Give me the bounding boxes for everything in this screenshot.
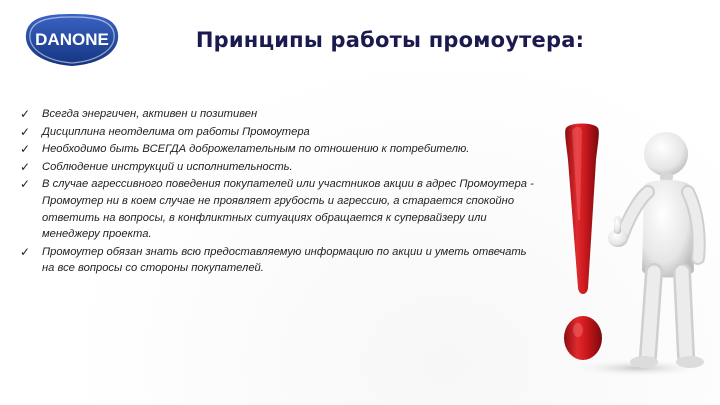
logo-text: DANONE [35, 30, 109, 49]
bullet-text: Необходимо быть ВСЕГДА доброжелательным по отношению к потребителю. [42, 143, 470, 156]
page-title: Принципы работы промоутера: [195, 28, 585, 52]
person-thumbs-up-icon [608, 132, 704, 368]
bullet-item [20, 244, 540, 277]
bullet-item [20, 141, 540, 158]
bullet-list-container [20, 106, 540, 278]
check-icon: ✓ [20, 159, 31, 174]
check-icon: ✓ [20, 124, 31, 139]
bullet-text: Дисциплина неотделима от работы Промоутера [42, 125, 310, 138]
bullet-item [20, 176, 540, 242]
bullet-text: Всегда энергичен, активен и позитивен [42, 108, 258, 120]
check-icon: ✓ [20, 177, 31, 192]
check-icon: ✓ [20, 142, 31, 157]
exclamation-mark-icon [564, 124, 602, 361]
check-icon: ✓ [20, 244, 31, 259]
bullet-item [20, 124, 540, 141]
bullet-list [20, 106, 540, 277]
bullet-text: В случае агрессивного поведения покупателей или участников акции в адрес Промоутера - Промоутер ни в коем случае не проявляет грубость и агрессию, а старается спокойно ответить на вопросы, в конфликтных ситуациях обращается к супервайзеру или менеджеру проекта. [42, 178, 534, 241]
illustration [548, 120, 718, 380]
bullet-item [20, 106, 540, 123]
danone-logo [22, 12, 122, 68]
check-icon: ✓ [20, 107, 31, 121]
bullet-item [20, 159, 540, 176]
bullet-text: Промоутер обязан знать всю предоставляемую информацию по акции и уметь отвечать на все вопросы со стороны покупателей. [42, 245, 527, 275]
bullet-text: Соблюдение инструкций и исполнительность. [42, 160, 293, 173]
